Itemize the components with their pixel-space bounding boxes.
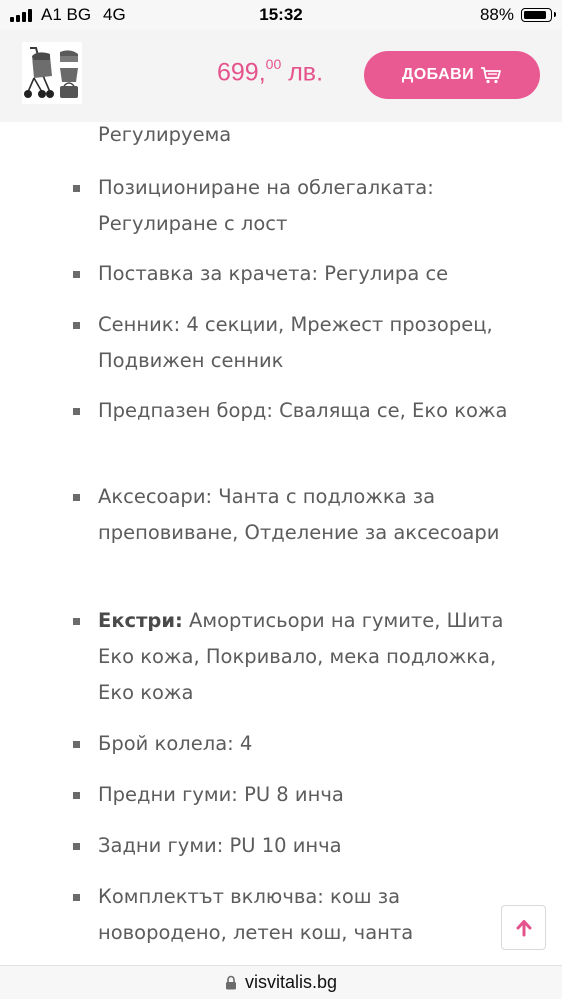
spec-text: Позициониране на облегалката: Регулиране с лост	[98, 176, 434, 235]
spec-text: Комплектът включва: кош за новородено, летен кош, чанта	[98, 885, 414, 944]
bullet-icon	[73, 408, 80, 415]
carrier-name: A1 BG	[41, 5, 92, 24]
sticky-product-bar	[0, 30, 562, 122]
stroller-image	[22, 42, 82, 104]
spec-text	[98, 603, 518, 711]
product-thumbnail[interactable]	[22, 42, 82, 104]
network-type: 4G	[103, 5, 126, 24]
bullet-icon	[73, 322, 80, 329]
battery-icon	[521, 8, 552, 22]
spec-text: Аксесоари: Чанта с подложка за преповиване, Отделение за аксесоари	[98, 485, 500, 544]
scroll-to-top-button[interactable]	[501, 905, 546, 950]
spec-text-rest: Амортисьори на гумите, Шита Еко кожа, Покривало, мека подложка, Еко кожа	[98, 609, 504, 704]
bullet-icon	[73, 894, 80, 901]
arrow-up-icon	[514, 918, 534, 938]
status-bar	[0, 0, 562, 30]
spec-text: Регулируема	[98, 123, 232, 146]
price-currency: лв.	[288, 58, 324, 87]
clock: 15:32	[259, 5, 303, 24]
bullet-icon	[73, 494, 80, 501]
bullet-icon	[73, 185, 80, 192]
spec-text: Предни гуми: PU 8 инча	[98, 783, 344, 806]
spec-text: Брой колела: 4	[98, 732, 253, 755]
bullet-icon	[73, 271, 80, 278]
product-specs	[0, 122, 562, 965]
spec-text: Сенник: 4 секции, Мрежест прозорец, Подвижен сенник	[98, 313, 493, 372]
spec-text: Предпазен борд: Сваляща се, Еко кожа	[98, 399, 508, 422]
battery-percentage: 88%	[479, 5, 514, 24]
browser-url-bar[interactable]	[0, 965, 562, 999]
bullet-icon	[73, 843, 80, 850]
cart-icon	[480, 66, 502, 84]
url-domain: visvitalis.bg	[244, 972, 338, 992]
lock-icon	[225, 975, 237, 990]
price-main: 699,	[217, 58, 266, 87]
spec-bold-label: Екстри:	[98, 609, 183, 632]
price-cents: 00	[265, 56, 282, 72]
bullet-icon	[73, 741, 80, 748]
add-to-cart-button[interactable]	[364, 51, 540, 99]
spec-text: Поставка за крачета: Регулира се	[98, 262, 449, 285]
add-to-cart-label: ДОБАВИ	[401, 66, 475, 83]
spec-text: Задни гуми: PU 10 инча	[98, 834, 342, 857]
bullet-icon	[73, 792, 80, 799]
bullet-icon	[73, 618, 80, 625]
product-price	[217, 58, 323, 87]
